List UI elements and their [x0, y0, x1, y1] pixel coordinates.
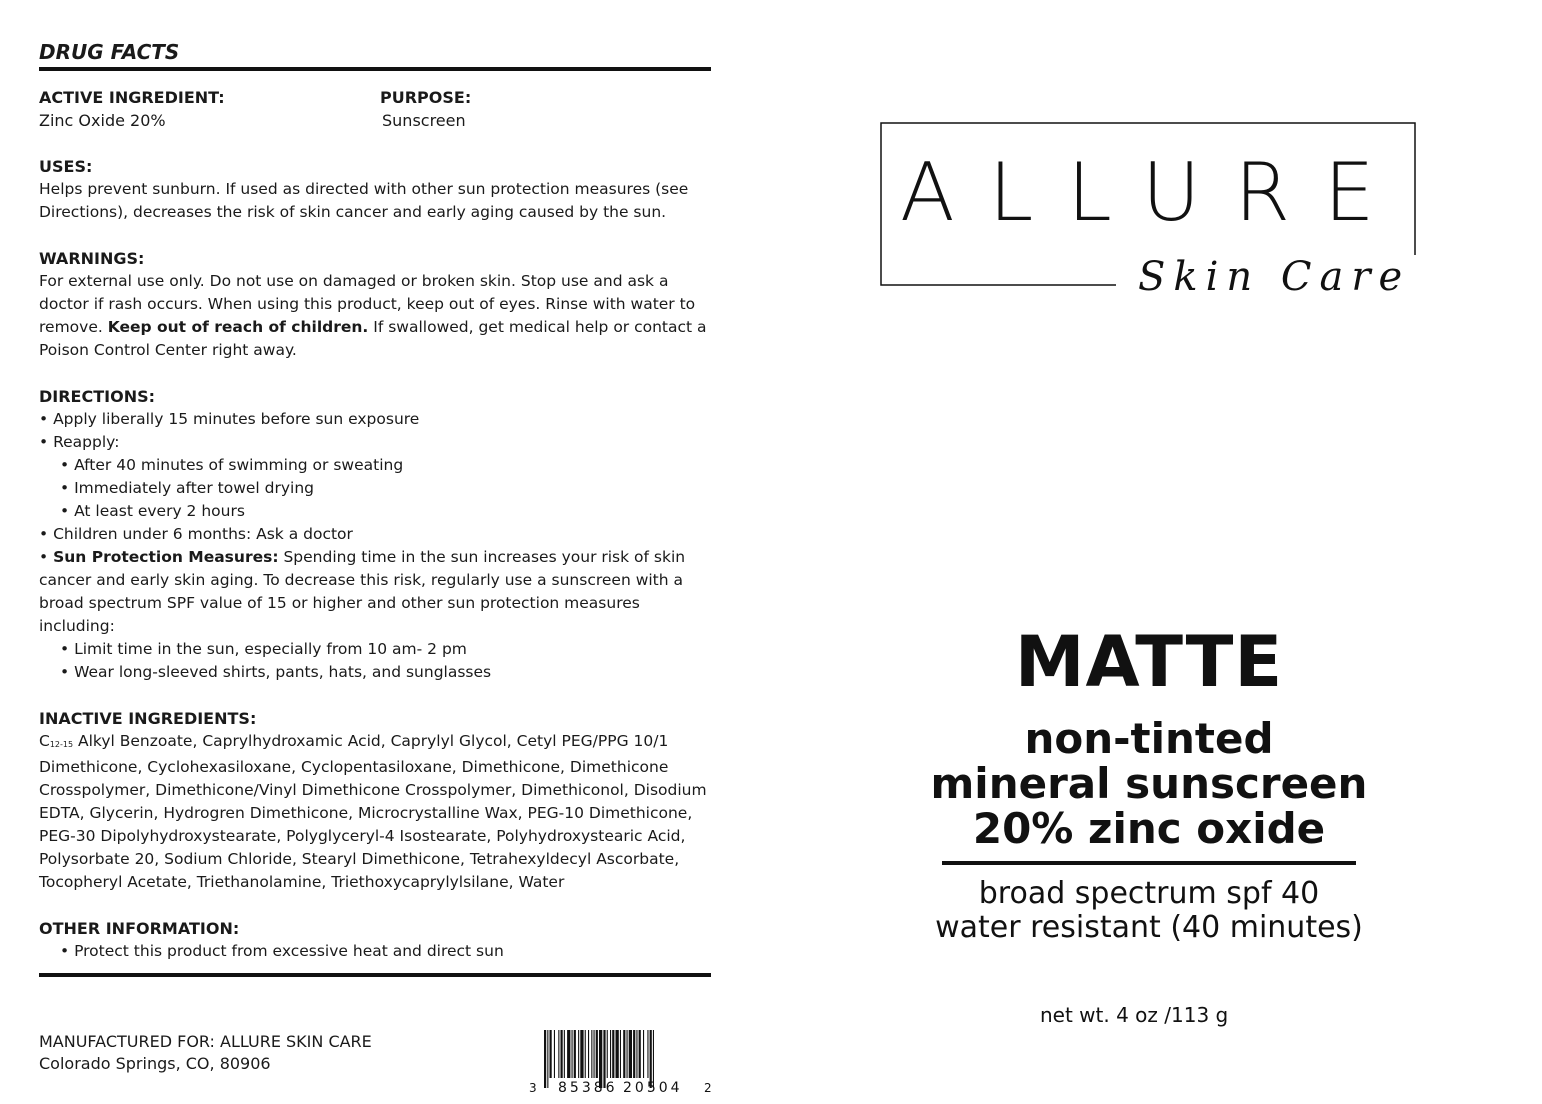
- other-info-label: OTHER INFORMATION:: [39, 919, 240, 938]
- active-ingredient-label: ACTIVE INGREDIENT:: [39, 88, 225, 107]
- warnings-section: [39, 247, 711, 362]
- inactive-prefix: C: [39, 732, 50, 750]
- directions-label: DIRECTIONS:: [39, 387, 156, 406]
- drug-facts-title: DRUG FACTS: [39, 40, 180, 64]
- barcode-bar: [610, 1030, 611, 1078]
- purpose-value: Sunscreen: [382, 111, 466, 130]
- inactive-prefix-sub: 12-15: [49, 740, 74, 749]
- front-divider: [942, 861, 1356, 865]
- active-ingredient-value: Zinc Oxide 20%: [39, 111, 166, 130]
- barcode-bar: [591, 1030, 592, 1078]
- barcode-bar: [612, 1030, 614, 1078]
- manufacturer-info: [39, 1031, 372, 1075]
- uses-label: USES:: [39, 157, 93, 176]
- spm-bold: Sun Protection Measures:: [53, 548, 279, 566]
- desc-line: 20% zinc oxide: [972, 804, 1326, 853]
- sun-protection-measures: [39, 546, 711, 638]
- barcode-bar: [564, 1030, 565, 1078]
- spm-text: Spending time in the sun increases your risk of skin cancer and early skin aging. To decrease this risk, regularly use a sunscreen with a broad spectrum SPF value of 15 or higher and other sun protection measures including:: [39, 548, 686, 635]
- barcode-check-digit: 2: [704, 1081, 712, 1095]
- barcode-bar: [547, 1030, 548, 1088]
- barcode-bar: [620, 1030, 621, 1078]
- reapply-item: • Immediately after towel drying: [60, 479, 314, 497]
- manufacturer-address: Colorado Springs, CO, 80906: [39, 1054, 271, 1073]
- desc-line: non-tinted: [1024, 714, 1274, 763]
- drug-facts-top-rule: [39, 67, 711, 71]
- barcode-left-group: 85386: [558, 1080, 618, 1096]
- active-purpose-row: [39, 86, 711, 132]
- barcode-bar: [567, 1030, 570, 1078]
- warnings-label: WARNINGS:: [39, 249, 145, 268]
- manufacturer-line: MANUFACTURED FOR: ALLURE SKIN CARE: [39, 1032, 372, 1051]
- barcode-bar: [558, 1030, 559, 1078]
- barcode-first-digit: 3: [529, 1081, 537, 1095]
- drug-facts-bottom-rule: [39, 973, 711, 977]
- product-claims: [900, 877, 1398, 945]
- barcode-bar: [639, 1030, 641, 1078]
- front-panel: [900, 620, 1398, 945]
- spm-bullet: •: [39, 548, 49, 566]
- barcode-bar: [633, 1030, 635, 1078]
- barcode-bar: [572, 1030, 573, 1078]
- drug-facts-panel: [39, 38, 711, 977]
- barcode-bar: [561, 1030, 563, 1078]
- barcode-bar: [616, 1030, 619, 1078]
- purpose-label: PURPOSE:: [380, 88, 472, 107]
- warnings-text-before: For external use only. Do not use on damaged or broken skin. Stop use and ask a doctor if rash occurs. When using this product, keep out of eyes. Rinse with water to remove.: [39, 272, 696, 336]
- warnings-children-bold: Keep out of reach of children.: [107, 318, 369, 336]
- barcode-bar: [594, 1030, 595, 1078]
- inactive-section: [39, 707, 711, 894]
- other-info-item: • Protect this product from excessive heat and direct sun: [60, 942, 504, 960]
- spm-item: • Limit time in the sun, especially from 10 am- 2 pm: [60, 640, 467, 658]
- barcode-bar: [623, 1030, 625, 1078]
- active-ingredient-block: [39, 86, 380, 132]
- uses-text: Helps prevent sunburn. If used as directed with other sun protection measures (see Directions), decreases the risk of skin cancer and early aging caused by the sun.: [39, 180, 689, 221]
- uses-section: [39, 155, 711, 224]
- barcode-bar: [574, 1030, 576, 1078]
- claim-line: water resistant (40 minutes): [935, 910, 1363, 945]
- children-item: • Children under 6 months: Ask a doctor: [39, 525, 353, 543]
- barcode-bar: [580, 1030, 583, 1078]
- spm-item: • Wear long-sleeved shirts, pants, hats, and sunglasses: [60, 663, 492, 681]
- barcode-bar: [629, 1030, 632, 1078]
- other-info-section: [39, 917, 711, 963]
- barcode-bar: [578, 1030, 579, 1078]
- inactive-list: Alkyl Benzoate, Caprylhydroxamic Acid, Caprylyl Glycol, Cetyl PEG/PPG 10/1 Dimethicone, Cyclohexasiloxane, Cyclopentasiloxane, Dimethicone, Dimethicone Crosspolymer, Dimethicone/Vinyl Dimethicone Crosspolymer, Dimethiconol, Disodium EDTA, Glycerin, Hydrogren Dimethicone, Microcrystalline Wax, PEG-10 Dimethicone, PEG-30 Dipolyhydroxystearate, Polyglyceryl-4 Isostearate, Polyhydroxystearic Acid, Polysorbate 20, Sodium Chloride, Stearyl Dimethicone, Tetrahexyldecyl Ascorbate, Tocopheryl Acetate, Triethanolamine, Triethoxycaprylylsilane, Water: [39, 732, 707, 891]
- inactive-text: [39, 730, 711, 894]
- net-weight: net wt. 4 oz /113 g: [1040, 1003, 1229, 1027]
- reapply-item: • After 40 minutes of swimming or sweating: [60, 456, 404, 474]
- barcode-bar: [554, 1030, 555, 1078]
- barcode-bar: [550, 1030, 552, 1078]
- barcode-right-group: 20504: [623, 1080, 683, 1096]
- product-description: [900, 716, 1398, 851]
- brand-logo: [880, 122, 1417, 300]
- warnings-text-after: If swallowed, get medical help or contact a Poison Control Center right away.: [39, 318, 707, 359]
- barcode-bar: [643, 1030, 644, 1078]
- barcode-bar: [627, 1030, 628, 1078]
- claim-line: broad spectrum spf 40: [978, 876, 1320, 911]
- barcode-bar: [588, 1030, 589, 1078]
- brand-name: ALLURE: [900, 146, 1409, 239]
- upc-barcode: [528, 1030, 714, 1096]
- warnings-text: [39, 270, 711, 362]
- barcode-bar: [636, 1030, 637, 1078]
- purpose-block: [380, 86, 680, 132]
- barcode-bar: [647, 1030, 648, 1078]
- barcode-bar: [607, 1030, 608, 1078]
- desc-line: mineral sunscreen: [930, 759, 1368, 808]
- barcode-bar: [585, 1030, 586, 1078]
- reapply-item: • At least every 2 hours: [60, 502, 245, 520]
- barcode-bar: [544, 1030, 546, 1088]
- brand-tagline: Skin Care: [1132, 255, 1416, 299]
- directions-item: • Reapply:: [39, 433, 120, 451]
- inactive-label: INACTIVE INGREDIENTS:: [39, 709, 257, 728]
- directions-section: [39, 385, 711, 684]
- barcode-bar: [596, 1030, 598, 1078]
- directions-item: • Apply liberally 15 minutes before sun exposure: [39, 410, 420, 428]
- product-name: MATTE: [1014, 621, 1284, 703]
